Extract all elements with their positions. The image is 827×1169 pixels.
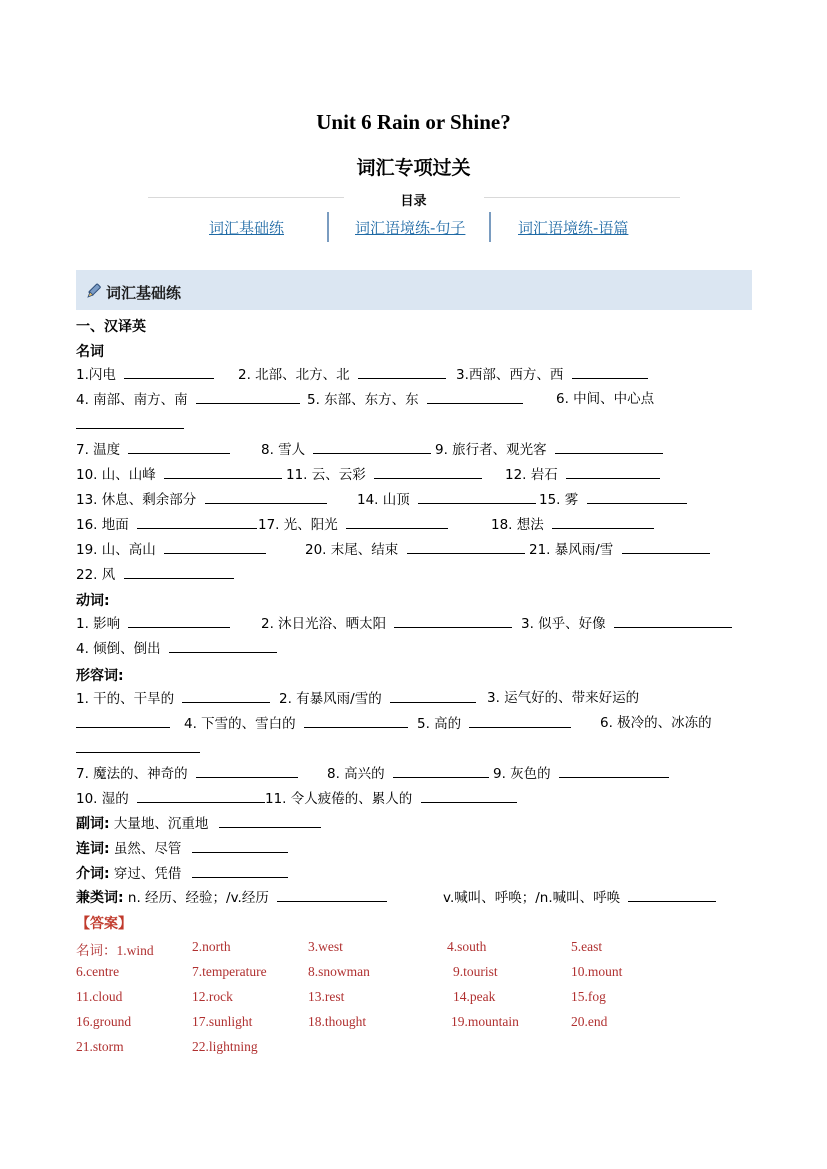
answer-blank[interactable] — [559, 765, 669, 778]
answer-blank[interactable] — [76, 740, 200, 753]
answer-blank[interactable] — [164, 466, 282, 479]
answer-blank[interactable] — [164, 541, 266, 554]
answer-item: 3.west — [308, 939, 343, 954]
answer-item: 22.lightning — [192, 1039, 258, 1054]
vocab-item: 3. 运气好的、带来好运的 — [487, 690, 640, 706]
answer-blank[interactable] — [393, 765, 489, 778]
section-title: 词汇基础练 — [106, 284, 182, 302]
vocab-item: 11. 令人疲倦的、累人的 — [265, 790, 517, 807]
answer-blank[interactable] — [128, 615, 230, 628]
vocab-item: 1. 干的、干旱的 — [76, 690, 270, 707]
answer-blank[interactable] — [192, 840, 288, 853]
answer-blank[interactable] — [277, 889, 387, 902]
answer-blank[interactable] — [313, 441, 431, 454]
vocab-item: 16. 地面 — [76, 516, 257, 533]
vocab-item: 14. 山顶 — [357, 491, 536, 508]
answer-blank[interactable] — [196, 391, 300, 404]
answer-item: 6.centre — [76, 964, 120, 979]
answer-blank[interactable] — [137, 790, 265, 803]
answer-blank[interactable] — [128, 441, 230, 454]
answer-item: 11.cloud — [76, 989, 123, 1004]
vocab-item: 10. 山、山峰 — [76, 466, 282, 483]
answer-blank[interactable] — [219, 815, 321, 828]
answer-blank[interactable] — [182, 690, 270, 703]
answer-blank[interactable] — [192, 865, 288, 878]
vocab-item-blank — [76, 740, 200, 757]
answer-blank[interactable] — [566, 466, 660, 479]
vocab-item: 15. 雾 — [539, 491, 687, 508]
vocab-item: 6. 极冷的、冰冻的 — [600, 715, 712, 731]
vocab-item: 4. 倾倒、倒出 — [76, 640, 277, 657]
answer-blank[interactable] — [407, 541, 525, 554]
answer-item: 19.mountain — [451, 1014, 519, 1029]
answers-heading: 【答案】 — [76, 916, 132, 932]
vocab-item: 5. 东部、东方、东 — [307, 391, 523, 408]
vocab-item: 3. 似乎、好像 — [521, 615, 732, 632]
answer-blank[interactable] — [205, 491, 327, 504]
adverb-row: 副词: 大量地、沉重地 — [76, 815, 321, 832]
vocab-item: 5. 高的 — [417, 715, 571, 732]
answer-blank[interactable] — [124, 366, 214, 379]
vocab-item: 20. 末尾、结束 — [305, 541, 525, 558]
preposition-row: 介词: 穿过、凭借 — [76, 865, 288, 882]
answer-blank[interactable] — [137, 516, 257, 529]
answers-row: 名词：1.wind — [76, 943, 154, 959]
toc-link-basic[interactable]: 词汇基础练 — [209, 219, 285, 237]
verbs-heading: 动词: — [76, 593, 110, 609]
vocab-item: 9. 旅行者、观光客 — [435, 441, 663, 458]
vocab-item: 12. 岩石 — [505, 466, 660, 483]
toc-divider — [489, 212, 491, 242]
answer-item: 21.storm — [76, 1039, 124, 1054]
answer-item: 13.rest — [308, 989, 345, 1004]
answer-item: 10.mount — [571, 964, 623, 979]
vocab-item: 2. 有暴风雨/雪的 — [279, 690, 476, 707]
answer-item: 8.snowman — [308, 964, 370, 979]
vocab-item: 8. 雪人 — [261, 441, 431, 458]
answer-blank[interactable] — [572, 366, 648, 379]
nouns-heading: 名词 — [76, 344, 104, 360]
toc-link-sentence[interactable]: 词汇语境练-句子 — [355, 219, 466, 237]
answer-item: 4.south — [447, 939, 487, 954]
multi-class-row-2: v.喊叫、呼唤；/n.喊叫、呼唤 — [443, 889, 716, 906]
vocab-item: 17. 光、阳光 — [258, 516, 448, 533]
vocab-item: 7. 魔法的、神奇的 — [76, 765, 298, 782]
vocab-item: 21. 暴风雨/雪 — [529, 541, 710, 558]
answer-item: 17.sunlight — [192, 1014, 253, 1029]
vocab-item: 7. 温度 — [76, 441, 230, 458]
answer-blank[interactable] — [346, 516, 448, 529]
vocab-item: 1. 影响 — [76, 615, 230, 632]
toc-divider — [327, 212, 329, 242]
toc-link-passage[interactable]: 词汇语境练-语篇 — [518, 219, 629, 237]
vocab-item: 2. 北部、北方、北 — [238, 366, 446, 383]
vocab-item: 1.闪电 — [76, 366, 214, 383]
conjunction-row: 连词: 虽然、尽管 — [76, 840, 288, 857]
vocab-item: 3.西部、西方、西 — [456, 366, 648, 383]
answer-item: 9.tourist — [453, 964, 498, 979]
answer-blank[interactable] — [587, 491, 687, 504]
vocab-item: 18. 想法 — [491, 516, 654, 533]
vocab-item: 19. 山、高山 — [76, 541, 266, 558]
answer-blank[interactable] — [622, 541, 710, 554]
answer-blank[interactable] — [390, 690, 476, 703]
answer-blank[interactable] — [169, 640, 277, 653]
answer-blank[interactable] — [421, 790, 517, 803]
multi-class-row: 兼类词: n. 经历、经验；/v.经历 — [76, 889, 387, 906]
answer-blank[interactable] — [418, 491, 536, 504]
answer-blank[interactable] — [304, 715, 408, 728]
answer-blank[interactable] — [76, 715, 170, 728]
answer-blank[interactable] — [628, 889, 716, 902]
answer-item: 12.rock — [192, 989, 233, 1004]
part-heading: 一、汉译英 — [76, 319, 146, 335]
answer-blank[interactable] — [394, 615, 512, 628]
answer-blank[interactable] — [358, 366, 446, 379]
answer-blank[interactable] — [469, 715, 571, 728]
vocab-item: 6. 中间、中心点 — [556, 391, 655, 407]
vocab-item: 10. 湿的 — [76, 790, 265, 807]
answer-item: 7.temperature — [192, 964, 267, 979]
answer-item: 5.east — [571, 939, 603, 954]
vocab-item: 2. 沐日光浴、晒太阳 — [261, 615, 512, 632]
vocab-item: 9. 灰色的 — [493, 765, 669, 782]
answer-blank[interactable] — [124, 566, 234, 579]
answer-blank[interactable] — [614, 615, 732, 628]
answer-blank[interactable] — [374, 466, 482, 479]
vocab-item: 4. 下雪的、雪白的 — [184, 715, 408, 732]
vocab-item: 13. 休息、剩余部分 — [76, 491, 327, 508]
adjectives-heading: 形容词: — [76, 668, 124, 684]
answer-item: 15.fog — [571, 989, 606, 1004]
vocab-item: 22. 风 — [76, 566, 234, 583]
answer-blank[interactable] — [196, 765, 298, 778]
vocab-item: 8. 高兴的 — [327, 765, 489, 782]
answer-blank[interactable] — [76, 416, 184, 429]
document-title: Unit 6 Rain or Shine? — [316, 110, 511, 134]
answer-item: 16.ground — [76, 1014, 132, 1029]
vocab-item-blank — [76, 416, 184, 433]
document-subtitle: 词汇专项过关 — [356, 157, 471, 179]
answer-item: 14.peak — [453, 989, 496, 1004]
answer-item: 2.north — [192, 939, 231, 954]
answer-item: 18.thought — [308, 1014, 367, 1029]
answer-blank[interactable] — [555, 441, 663, 454]
vocab-item: 11. 云、云彩 — [286, 466, 482, 483]
answer-blank[interactable] — [552, 516, 654, 529]
vocab-item: 4. 南部、南方、南 — [76, 391, 300, 408]
answer-blank[interactable] — [427, 391, 523, 404]
answer-item: 20.end — [571, 1014, 608, 1029]
pencil-icon — [86, 281, 104, 303]
toc-label: 目录 — [400, 194, 427, 209]
vocab-item-blank — [76, 715, 170, 732]
